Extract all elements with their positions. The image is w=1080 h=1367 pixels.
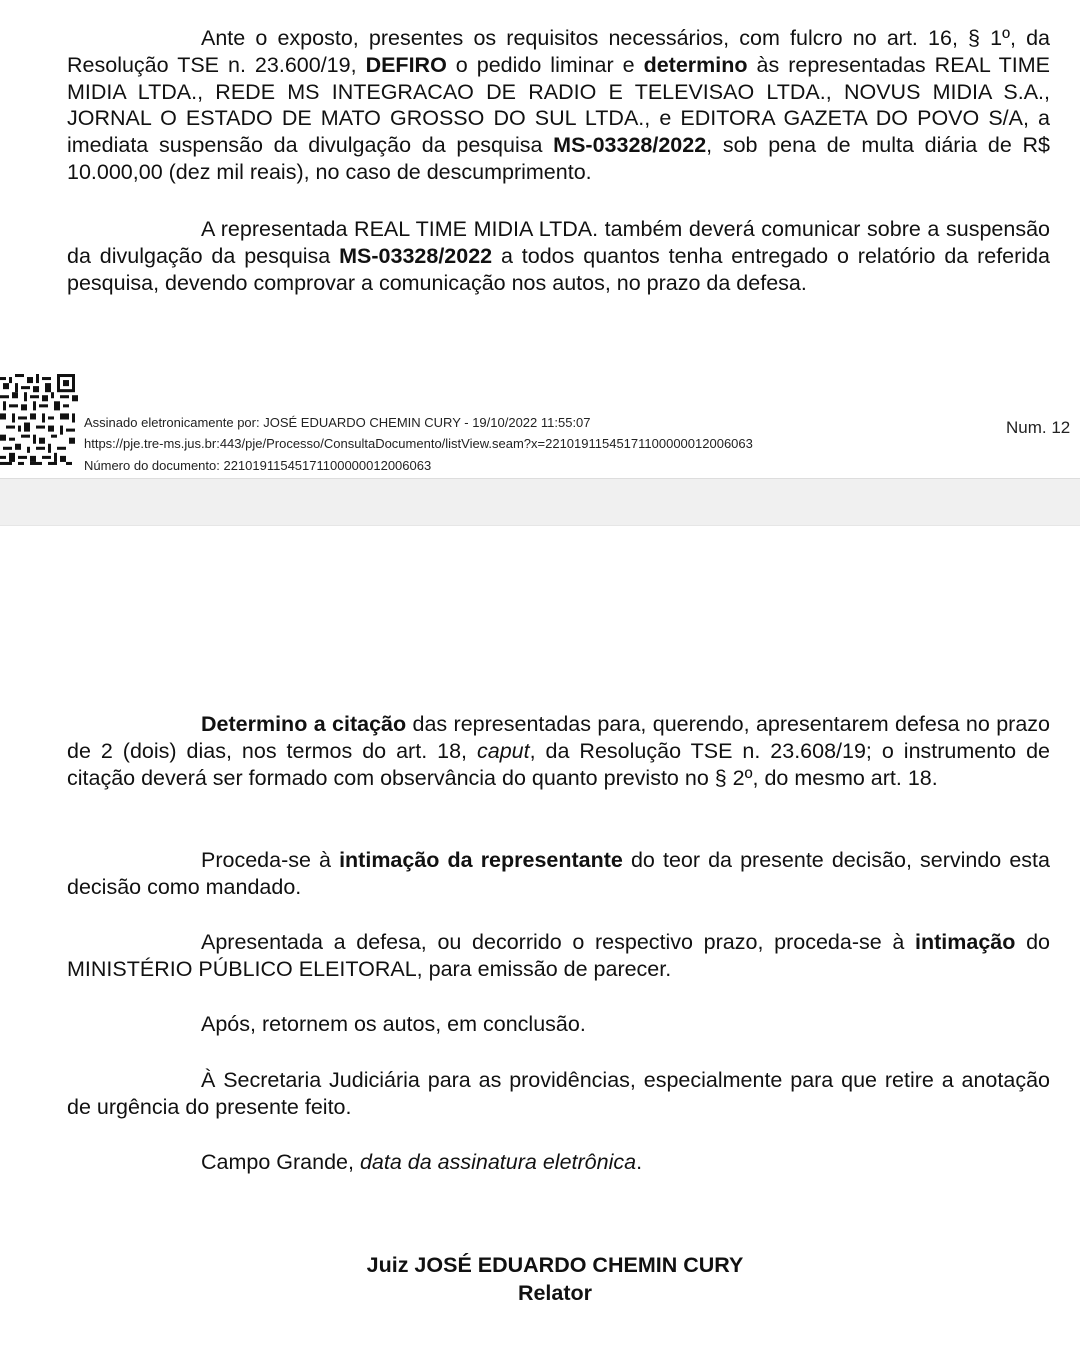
paragraph-return: Após, retornem os autos, em conclusão.	[201, 1012, 586, 1036]
paragraph-intimation: Proceda-se à intimação da representante do teor da presente decisão, servindo esta decisão como mandado.	[67, 848, 1050, 899]
document-page-1	[0, 0, 1080, 480]
paragraph-communication: A representada REAL TIME MIDIA LTDA. também deverá comunicar sobre a suspensão da divulgação da pesquisa MS-03328/2022 a todos quantos tenha entregado o relatório da referida pesquisa, devendo comprovar a comunicação nos autos, no prazo da defesa.	[67, 217, 1050, 295]
qr-code-icon	[0, 374, 78, 468]
page-separator	[0, 478, 1080, 526]
paragraph-ministerio: Apresentada a defesa, ou decorrido o respectivo prazo, proceda-se à intimação do MINISTÉRIO PÚBLICO ELEITORAL, para emissão de parecer.	[67, 930, 1050, 981]
paragraph-place-date: Campo Grande, data da assinatura eletrônica.	[201, 1150, 643, 1174]
paragraph-secretaria: À Secretaria Judiciária para as providências, especialmente para que retire a anotação de urgência do presente feito.	[67, 1068, 1050, 1119]
signed-by-line: Assinado eletronicamente por: JOSÉ EDUARDO CHEMIN CURY - 19/10/2022 11:55:07	[84, 415, 591, 430]
document-page-2	[0, 520, 1080, 1367]
document-url[interactable]: https://pje.tre-ms.jus.br:443/pje/Processo/ConsultaDocumento/listView.seam?x=22101911545171100000012006063	[84, 436, 753, 451]
paragraph-decision: Ante o exposto, presentes os requisitos necessários, com fulcro no art. 16, § 1º, da Resolução TSE n. 23.600/19, DEFIRO o pedido liminar e determino às representadas REAL TIME MIDIA LTDA., REDE MS INTEGRACAO DE RADIO E TELEVISAO LTDA., NOVUS MIDIA S.A., JORNAL O ESTADO DE MATO GROSSO DO SUL LTDA., e EDITORA GAZETA DO POVO S/A, a imediata suspensão da divulgação da pesquisa MS-03328/2022, sob pena de multa diária de R$ 10.000,00 (dez mil reais), no caso de descumprimento.	[67, 26, 1050, 184]
paragraph-citation: Determino a citação das representadas para, querendo, apresentarem defesa no prazo de 2 (dois) dias, nos termos do art. 18, caput, da Resolução TSE n. 23.608/19; o instrumento de citação deverá ser formado com observância do quanto previsto no § 2º, do mesmo art. 18.	[67, 712, 1051, 790]
judge-name: Juiz JOSÉ EDUARDO CHEMIN CURY	[366, 1253, 744, 1277]
page-number-label: Num. 12	[1006, 418, 1071, 437]
document-number: Número do documento: 22101911545171100000012006063	[84, 458, 432, 473]
judge-role: Relator	[517, 1281, 593, 1305]
